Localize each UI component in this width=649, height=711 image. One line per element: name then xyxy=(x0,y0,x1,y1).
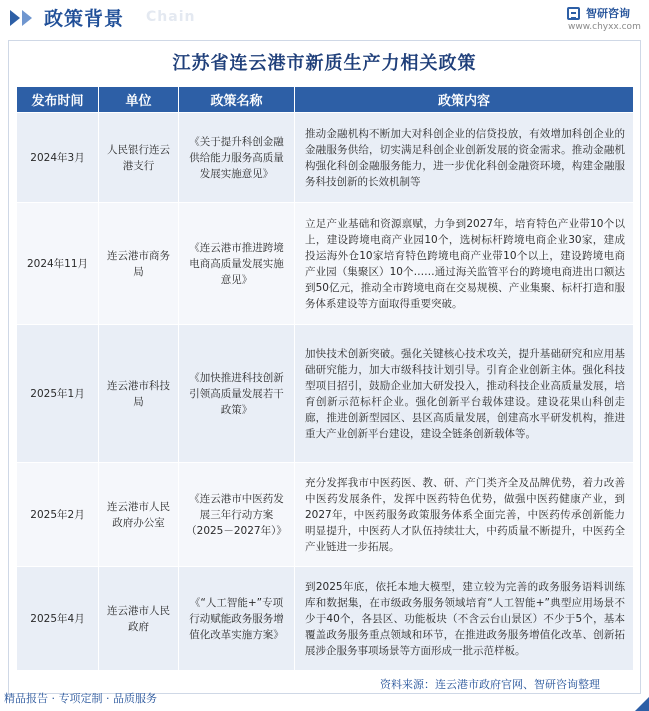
brand-logo-icon xyxy=(567,7,580,20)
cell-policy-name: 《关于提升科创金融供给能力服务高质量发展实施意见》 xyxy=(179,113,295,203)
cell-date: 2025年2月 xyxy=(17,463,99,567)
cell-date: 2025年1月 xyxy=(17,325,99,463)
cell-unit: 连云港市人民政府 xyxy=(99,567,179,671)
col-header-name: 政策名称 xyxy=(179,87,295,113)
col-header-unit: 单位 xyxy=(99,87,179,113)
cell-date: 2024年11月 xyxy=(17,203,99,325)
table-row xyxy=(17,567,634,671)
brand-url[interactable]: www.chyxx.com xyxy=(568,22,641,32)
table-header-row xyxy=(17,87,634,113)
brand-name[interactable]: 智研咨询 xyxy=(586,7,630,20)
table-row xyxy=(17,203,634,325)
cell-date: 2025年4月 xyxy=(17,567,99,671)
cell-policy-name: 《连云港市中医药发展三年行动方案（2025－2027年）》 xyxy=(179,463,295,567)
cell-unit: 连云港市商务局 xyxy=(99,203,179,325)
table-row xyxy=(17,463,634,567)
table-row xyxy=(17,113,634,203)
cell-unit: 人民银行连云港支行 xyxy=(99,113,179,203)
cell-policy-content: 推动金融机构不断加大对科创企业的信贷投放，有效增加科创企业的金融服务供给，切实满足科创企业创新发展的资金需求。推动金融机构强化科创金融服务能力，进一步优化科创金融资环境，构建金融服务科技创新的长效机制等 xyxy=(295,113,634,203)
table-title: 江苏省连云港市新质生产力相关政策 xyxy=(172,53,477,74)
section-title-en: Chain xyxy=(146,9,196,25)
footer-slogan: 精品报告 · 专项定制 · 品质服务 xyxy=(4,692,157,705)
cell-unit: 连云港市人民政府办公室 xyxy=(99,463,179,567)
cell-policy-content: 加快技术创新突破。强化关键核心技术攻关，提升基础研究和应用基础研究能力，加大市级科技计划引导。引育企业创新主体。强化科技型项目招引，鼓励企业加大研发投入，推动科技企业高质量发展，培育创新示范标杆企业。强化创新平台载体建设。建设花果山科创走廊，推进创新型园区、县区高质量发展，创建高水平研发机构，推进重大产业创新平台建设，建设全链条创新载体等。 xyxy=(295,325,634,463)
source-note: 资料来源：连云港市政府官网、智研咨询整理 xyxy=(380,678,600,691)
policy-table xyxy=(16,86,634,671)
cell-policy-name: 《加快推进科技创新引领高质量发展若干政策》 xyxy=(179,325,295,463)
cell-unit: 连云港市科技局 xyxy=(99,325,179,463)
section-title: 政策背景 xyxy=(44,8,125,30)
top-bar xyxy=(0,0,649,36)
cell-policy-name: 《连云港市推进跨境电商高质量发展实施意见》 xyxy=(179,203,295,325)
arrow-decoration-icon xyxy=(22,10,32,26)
cell-date: 2024年3月 xyxy=(17,113,99,203)
cell-policy-content: 立足产业基础和资源禀赋，力争到2027年，培育特色产业带10个以上，建设跨境电商产业园10个，选树标杆跨境电商企业30家，建成投运海外仓10家培育特色跨境电商产业带10个以上，建设跨境电商产业园（集聚区）10个……通过海关监管平台的跨境电商进出口额达到50亿元，推动全市跨境电商在交易规模、产业集聚、标杆打造和服务体系建设等方面取得重要突破。 xyxy=(295,203,634,325)
cell-policy-content: 到2025年底，依托本地大模型，建立较为完善的政务服务语料训练库和数据集，在市级政务服务领域培育“人工智能+”典型应用场景不少于40个，各县区、功能板块（不含云台山景区）不少于5个，基本覆盖政务服务重点领域和环节，在推进政务服务增值化改革、创新拓展涉企服务事项场景等方面形成一批示范样板。 xyxy=(295,567,634,671)
col-header-content: 政策内容 xyxy=(295,87,634,113)
corner-decoration xyxy=(635,697,649,711)
arrow-decoration-icon xyxy=(10,10,20,26)
table-row xyxy=(17,325,634,463)
col-header-date: 发布时间 xyxy=(17,87,99,113)
cell-policy-content: 充分发挥我市中医药医、教、研、产门类齐全及品牌优势，着力改善中医药发展条件，发挥中医药特色优势，做强中医药健康产业，到2027年，中医药服务政策服务体系全面完善，中医药传承创新能力明显提升，中医药人才队伍持续壮大，中药质量不断提升，中医药全产业链进一步拓展。 xyxy=(295,463,634,567)
cell-policy-name: 《“人工智能+”专项行动赋能政务服务增值化改革实施方案》 xyxy=(179,567,295,671)
